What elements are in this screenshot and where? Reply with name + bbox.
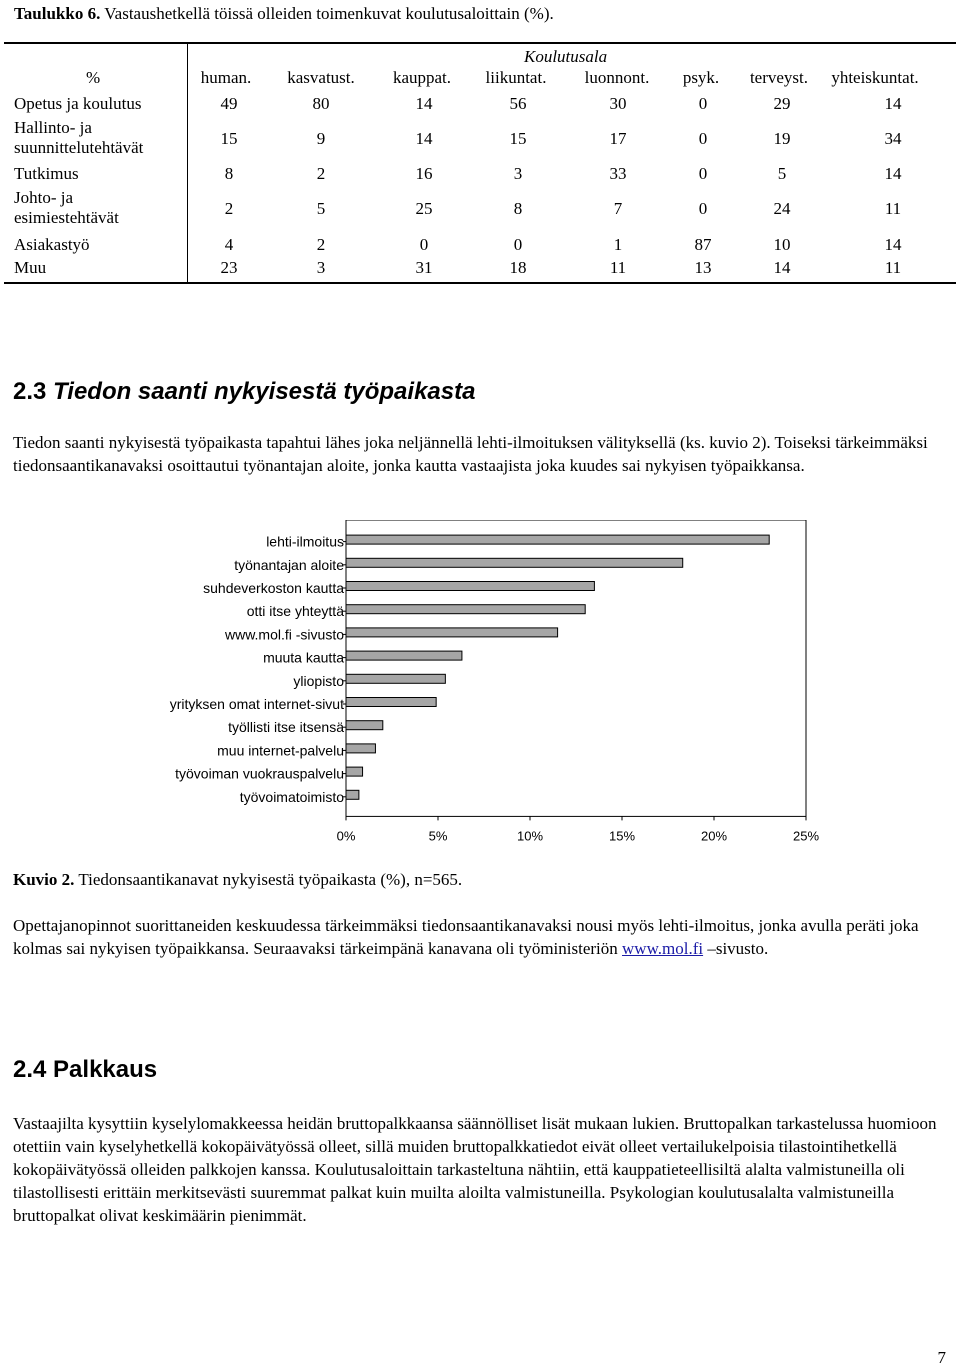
row-label: esimiestehtävät [14, 208, 119, 227]
table-cell: 14 [415, 94, 433, 113]
paragraph-text: Opettajanopinnot suorittaneiden keskuudessa tärkeimmäksi tiedonsaantikanavaksi nousi myös lehti-ilmoitus, jonka avulla peräti joka kolmas sai nykyisen työpaikkansa. Seuraavaksi tärkeimpänä kanavana oli työministeriön [13, 916, 919, 958]
bar [346, 628, 558, 637]
mol-fi-link[interactable]: www.mol.fi [622, 939, 704, 958]
category-label: www.mol.fi -sivusto [224, 626, 344, 643]
category-label: muu internet-palvelu [217, 742, 344, 759]
category-label: otti itse yhteyttä [246, 603, 344, 620]
table-caption [14, 4, 554, 24]
row-label: Opetus ja koulutus [14, 94, 142, 113]
table-group-header: Koulutusala [524, 47, 608, 66]
table-cell: 29 [773, 94, 791, 113]
table-cell: 23 [220, 258, 238, 277]
x-tick-label: 25% [792, 828, 820, 844]
paragraph-tail: –sivusto. [703, 939, 769, 958]
table-cell: 8 [224, 164, 234, 183]
table-cell: 9 [316, 129, 326, 148]
section-title: Tiedon saanti nykyisestä työpaikasta [46, 378, 476, 405]
table-cell: 2 [316, 164, 326, 183]
table-bottom-rule [4, 282, 956, 284]
column-header: kauppat. [392, 68, 452, 87]
bar [346, 651, 462, 660]
table-cell: 2 [224, 199, 234, 218]
row-label: Muu [14, 258, 47, 277]
table-cell: 56 [509, 94, 527, 113]
bar [346, 535, 769, 544]
chart-svg [0, 520, 960, 860]
table-cell: 15 [509, 129, 527, 148]
row-label: Asiakastyö [14, 235, 90, 254]
column-header: psyk. [682, 68, 720, 87]
section-2-3-paragraph: Tiedon saanti nykyisestä työpaikasta tapahtui lähes joka neljännellä lehti-ilmoituksen välityksellä (ks. kuvio 2). Toiseksi tärkeimmäksi tiedonsaantikanavaksi osoittautui työnantajan aloite, jonka kautta vastaajista joka kuudes sai nykyisen työpaikkansa. [13, 433, 928, 475]
column-header: terveyst. [749, 68, 809, 87]
table-cell: 14 [415, 129, 433, 148]
x-tick-label: 5% [428, 828, 448, 844]
table-cell: 1 [613, 235, 623, 254]
bar [346, 698, 436, 707]
bar [346, 558, 683, 567]
bar [346, 605, 585, 614]
figure-caption-label: Kuvio 2. [13, 870, 75, 889]
table-cell: 0 [698, 129, 708, 148]
table-cell: 2 [316, 235, 326, 254]
category-label: suhdeverkoston kautta [203, 580, 344, 596]
table-cell: 18 [509, 258, 527, 277]
section-2-4-paragraph: Vastaajilta kysyttiin kyselylomakkeessa heidän bruttopalkkaansa säännölliset lisät mukaan lukien. Bruttopalkan tarkastelussa huomioon otettiin vain kyselyhetkellä kokopäivätyössä olleet, sillä muiden bruttopalkkatiedot eivät olleet vertailukelpoisia tilastointihetkellä kokopäivätyössä olleiden palkkojen kanssa. Koulutusaloittain tarkasteltuna nähtiin, että kauppatieteellisiltä alalta valmistuneilla oli tilastollisesti erittäin merkitsevästi suuremmat palkat kuin muilta aloilta valmistuneilla. Psykologian koulutusalalta valmistuneilla bruttopalkat olivat keskimäärin pienimmät. [13, 1114, 937, 1225]
table-cell: 30 [609, 94, 627, 113]
table-cell: 31 [415, 258, 433, 277]
table-cell: 87 [694, 235, 712, 254]
table-top-rule [4, 42, 956, 44]
column-header: yhteiskuntat. [831, 68, 919, 87]
page-number: 7 [937, 1348, 946, 1367]
table-cell: 8 [513, 199, 523, 218]
table-cell: 11 [884, 258, 902, 277]
table-cell: 33 [609, 164, 627, 183]
row-label: Tutkimus [14, 164, 79, 183]
table-cell: 34 [884, 129, 902, 148]
table-corner: % [86, 68, 101, 87]
section-heading-2-3 [13, 378, 475, 406]
category-label: työllisti itse itsensä [228, 719, 344, 736]
occupation-table [0, 40, 960, 284]
table-cell: 13 [694, 258, 712, 277]
category-label: yrityksen omat internet-sivut [169, 696, 344, 712]
x-tick-label: 15% [608, 828, 636, 844]
category-label: lehti-ilmoitus [266, 533, 344, 550]
column-header: liikuntat. [485, 68, 547, 87]
table-cell: 17 [609, 129, 627, 148]
table-cell: 10 [773, 235, 791, 254]
x-tick-label: 0% [336, 828, 356, 844]
table-cell: 11 [609, 258, 627, 277]
table-cell: 14 [884, 235, 902, 254]
x-tick-label: 20% [700, 828, 728, 844]
section-number: 2.3 [13, 378, 47, 405]
table-caption-text: Vastaushetkellä töissä olleiden toimenkuvat koulutusaloittain (%). [100, 4, 554, 23]
paragraph-after-chart [13, 914, 948, 960]
table-cell: 0 [698, 94, 708, 113]
table-cell: 5 [777, 164, 787, 183]
category-label: muuta kautta [263, 649, 344, 666]
bar [346, 674, 445, 683]
figure-caption-text: Tiedonsaantikanavat nykyisestä työpaikasta (%), n=565. [74, 870, 463, 889]
table-cell: 80 [312, 94, 330, 113]
figure-caption [13, 870, 462, 890]
table-cell: 0 [698, 199, 708, 218]
category-label: työnantajan aloite [234, 556, 344, 573]
row-label: Johto- ja [14, 188, 74, 207]
table-cell: 0 [698, 164, 708, 183]
x-tick-label: 10% [516, 828, 544, 844]
table-cell: 16 [415, 164, 433, 183]
channels-bar-chart [0, 520, 960, 860]
table-cell: 24 [773, 199, 791, 218]
table-cell: 14 [773, 258, 791, 277]
bar [346, 582, 594, 591]
section-title: Palkkaus [46, 1056, 158, 1083]
bar [346, 721, 383, 730]
table-caption-label: Taulukko 6. [14, 4, 101, 23]
column-header: luonnont. [584, 68, 650, 87]
table-cell: 49 [220, 94, 238, 113]
section-number: 2.4 [13, 1056, 47, 1083]
table-cell: 4 [224, 235, 234, 254]
bar [346, 790, 359, 799]
table-cell: 3 [513, 164, 523, 183]
category-label: työvoiman vuokrauspalvelu [175, 765, 344, 782]
table-cell: 11 [884, 199, 902, 218]
row-label: suunnittelutehtävät [14, 138, 144, 157]
category-label: työvoimatoimisto [239, 788, 344, 805]
table-cell: 3 [316, 258, 326, 277]
table-cell: 19 [773, 129, 791, 148]
row-label: Hallinto- ja [14, 118, 92, 137]
table-cell: 7 [613, 199, 623, 218]
bar [346, 744, 375, 753]
table-cell: 0 [419, 235, 429, 254]
bar [346, 767, 363, 776]
table-cell: 15 [220, 129, 238, 148]
section-heading-2-4 [13, 1056, 157, 1084]
column-header: kasvatust. [287, 68, 355, 87]
table-cell: 25 [415, 199, 433, 218]
table-cell: 14 [884, 94, 902, 113]
category-label: yliopisto [293, 672, 344, 689]
column-header: human. [200, 68, 252, 87]
table-cell: 14 [884, 164, 902, 183]
table-cell: 5 [316, 199, 326, 218]
table-cell: 0 [513, 235, 523, 254]
